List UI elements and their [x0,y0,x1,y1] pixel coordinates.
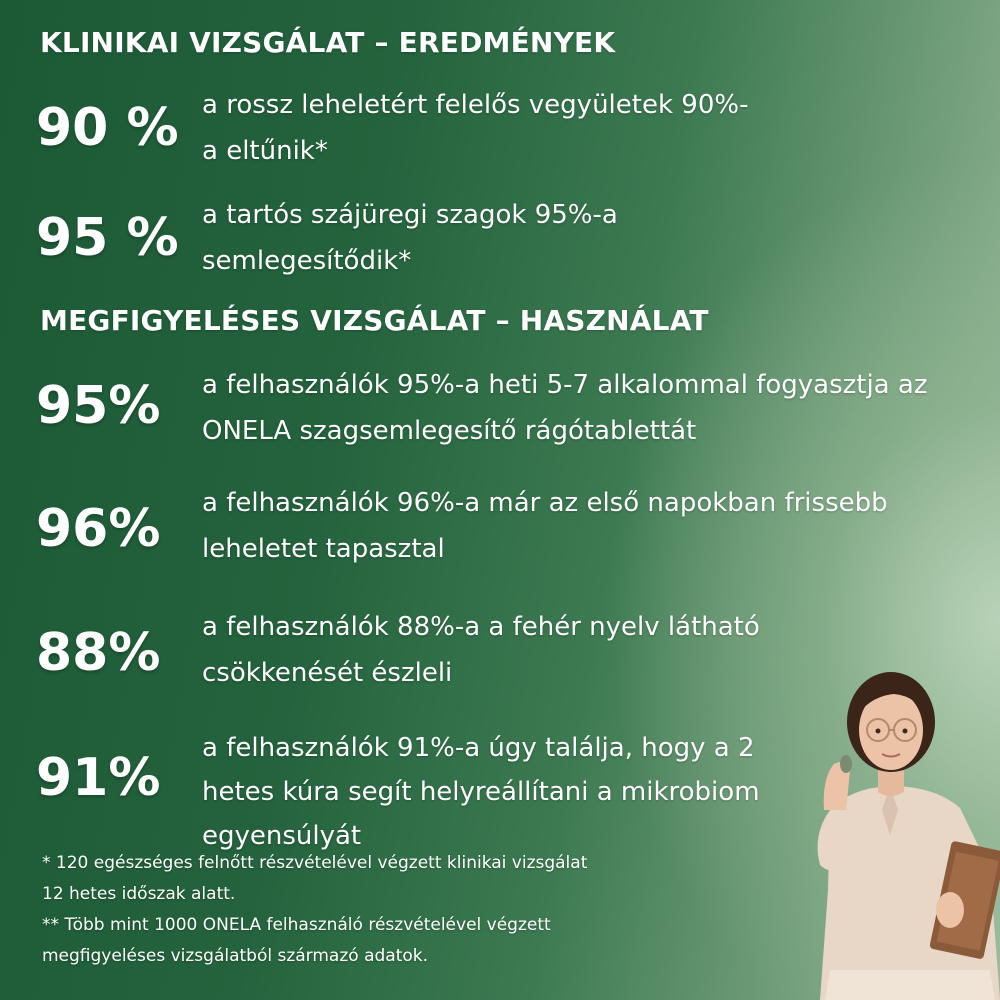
footnotes [42,848,802,972]
footnote-line-3: ** Több mint 1000 ONELA felhasználó részvételével végzett [42,915,551,935]
stat-percent-95-clinical: 95 % [36,208,179,268]
footnote-line-1: * 120 egészséges felnőtt részvételével végzett klinikai vizsgálat [42,853,588,873]
stat-description-90: a rossz leheletért felelős vegyületek 90%-a eltűnik* [202,90,749,166]
woman-holding-tablet-illustration [790,660,1000,1000]
stat-percent-88: 88% [36,623,161,683]
stat-percent-96: 96% [36,499,161,559]
stat-description-88: a felhasználók 88%-a a fehér nyelv látható csökkenését észleli [202,612,760,688]
footnote-line-4: megfigyeléses vizsgálatból származó adatok. [42,946,429,966]
footnote-line-2: 12 hetes időszak alatt. [42,884,236,904]
stat-description-95-usage: a felhasználók 95%-a heti 5-7 alkalommal fogyasztja az ONELA szagsemlegesítő rágótablettát [202,370,928,446]
stat-description-96: a felhasználók 96%-a már az első napokban frissebb leheletet tapasztal [202,488,888,564]
stat-description-91: a felhasználók 91%-a úgy találja, hogy a 2 hetes kúra segít helyreállítani a mikrobiom egyensúlyát [202,733,760,851]
stat-percent-90: 90 % [36,98,179,158]
stat-description-95-clinical: a tartós szájüregi szagok 95%-a semlegesítődik* [202,200,618,276]
stat-percent-95-usage: 95% [36,376,161,436]
stat-percent-91: 91% [36,748,161,808]
observational-study-heading: MEGFIGYELÉSES VIZSGÁLAT – HASZNÁLAT [40,304,709,337]
clinical-study-heading: KLINIKAI VIZSGÁLAT – EREDMÉNYEK [40,26,616,59]
